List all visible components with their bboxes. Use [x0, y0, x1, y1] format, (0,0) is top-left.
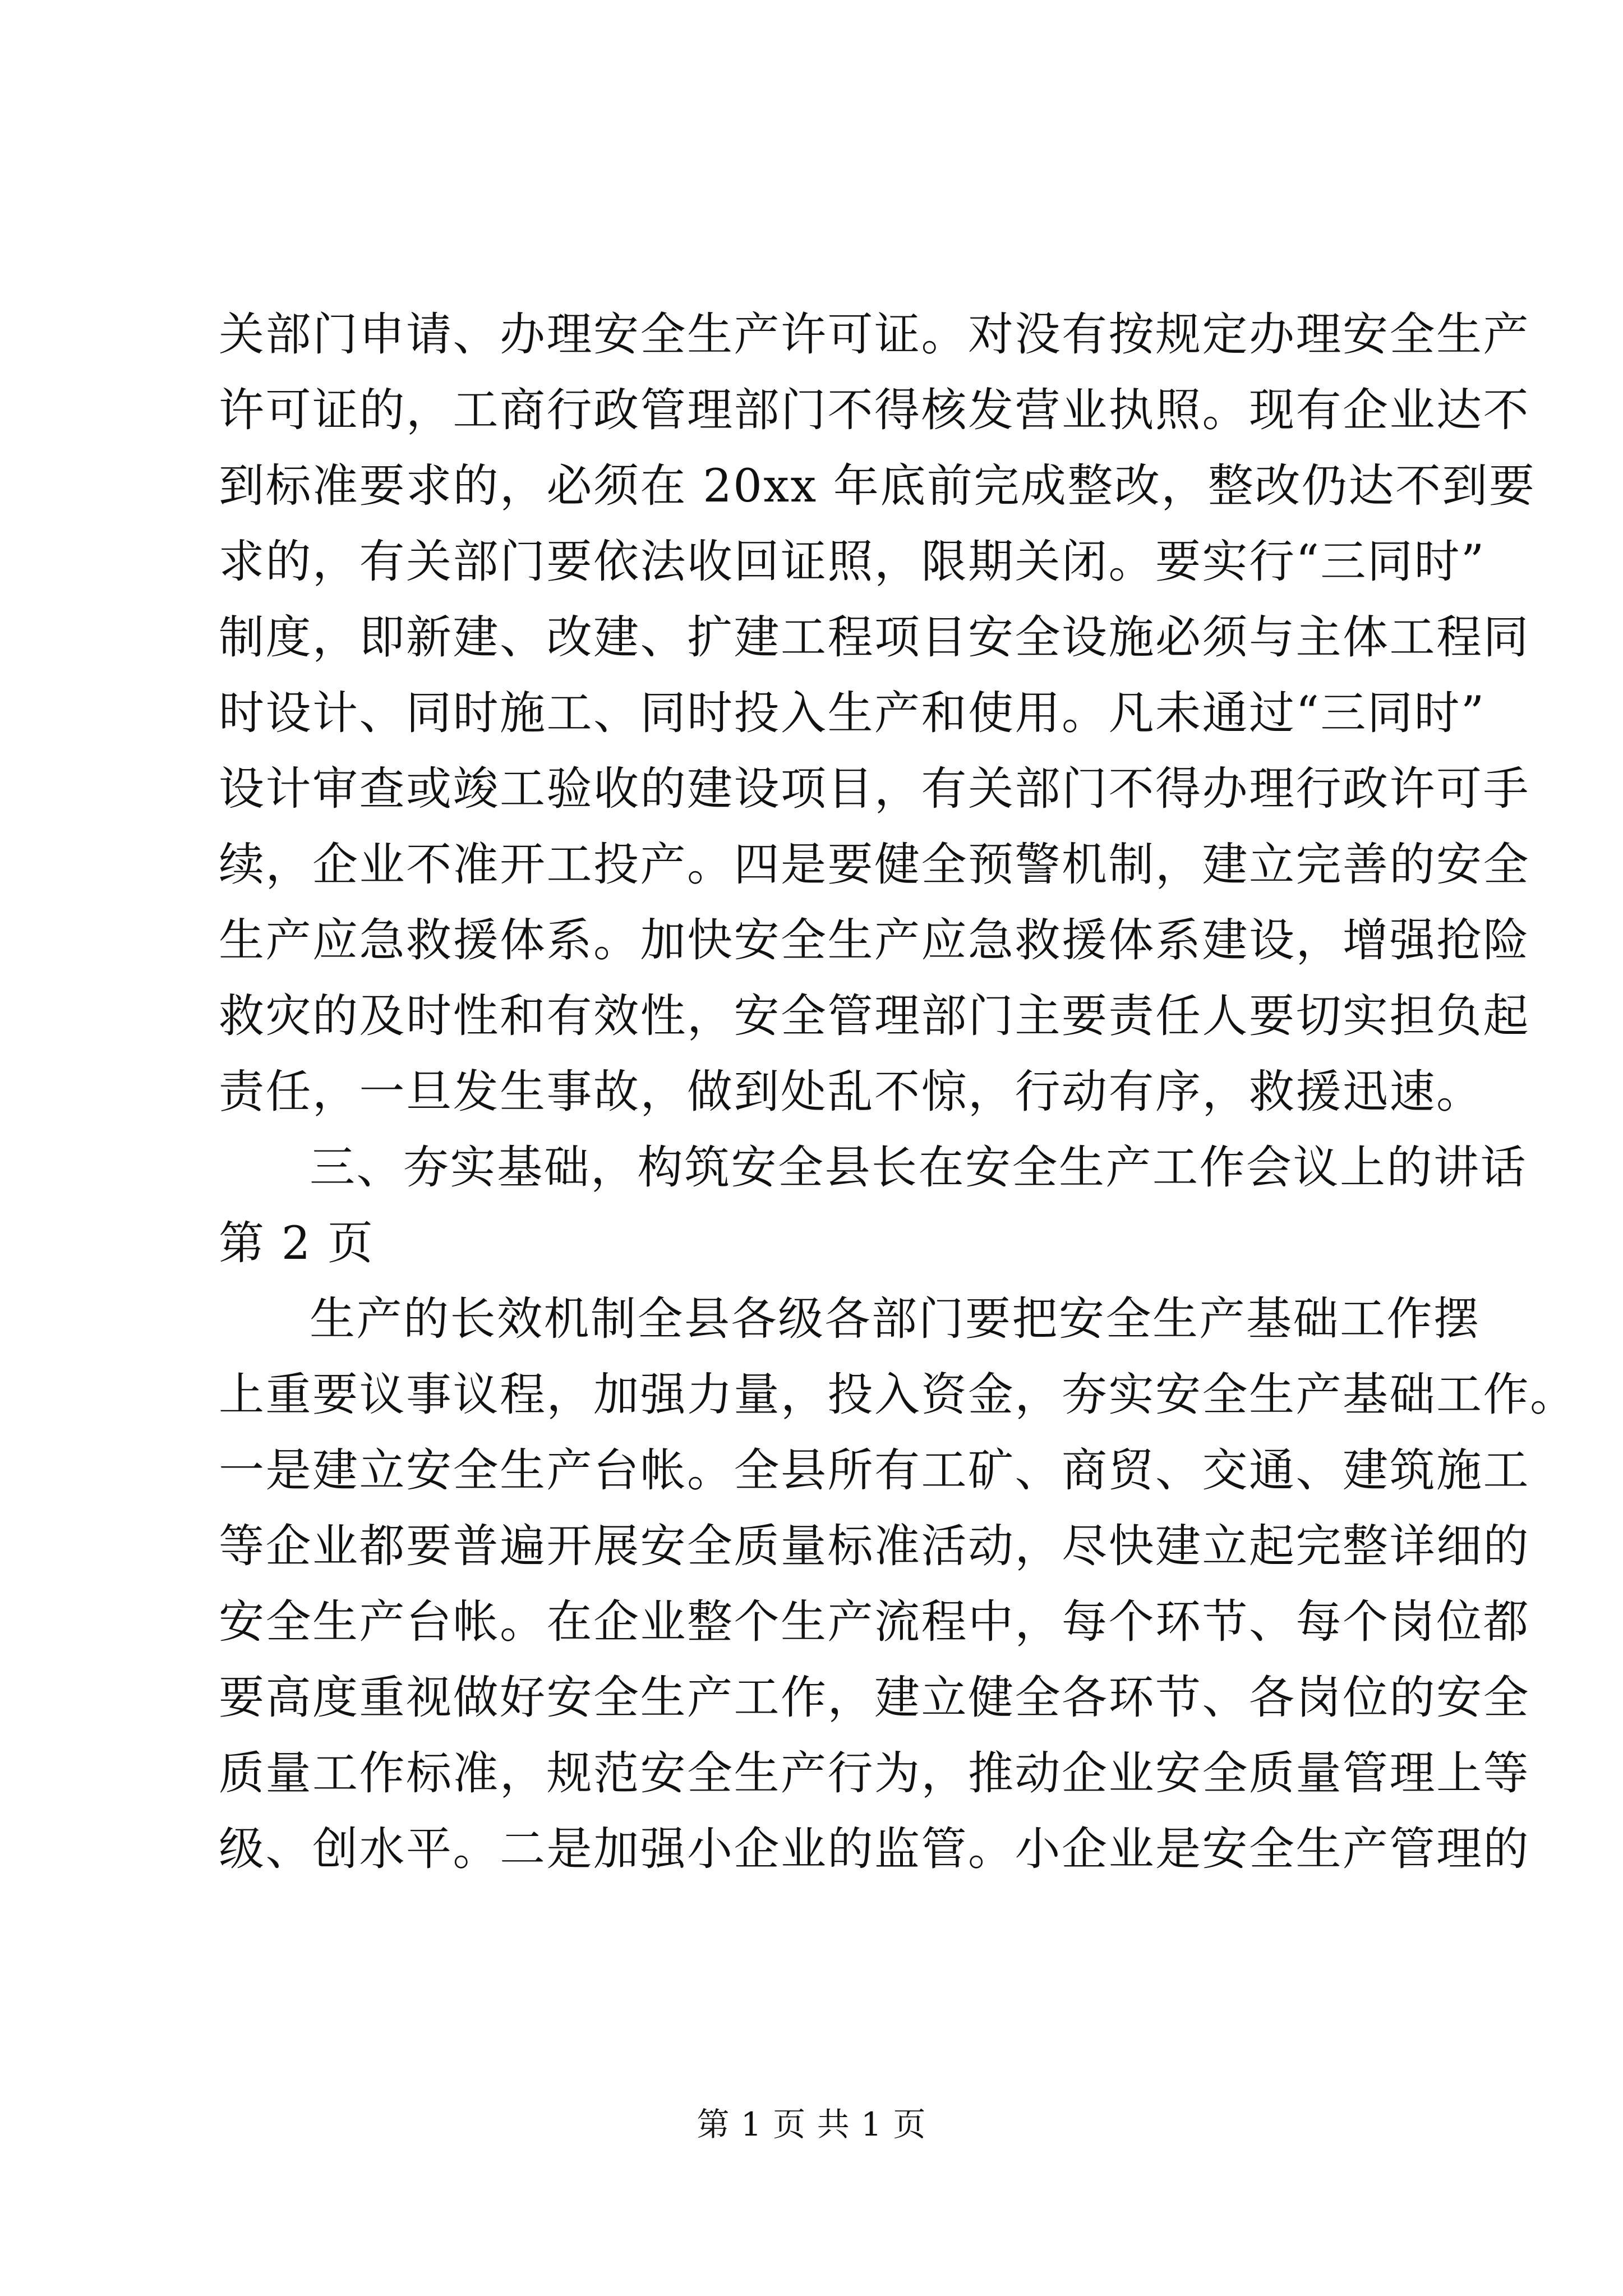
text-line: 一是建立安全生产台帐。全县所有工矿、商贸、交通、建筑施工 — [219, 1444, 1530, 1497]
text-line: 级、创水平。二是加强小企业的监管。小企业是安全生产管理的 — [219, 1823, 1530, 1876]
text-line: 续，企业不准开工投产。四是要健全预警机制，建立完善的安全 — [219, 839, 1530, 891]
text-line: 生产应急救援体系。加快安全生产应急救援体系建设，增强抢险 — [219, 914, 1530, 967]
text-line: 责任，一旦发生事故，做到处乱不惊，行动有序，救援迅速。 — [219, 1066, 1483, 1119]
text-line: 设计审查或竣工验收的建设项目，有关部门不得办理行政许可手 — [219, 763, 1530, 816]
text-line: 到标准要求的，必须在 20xx 年底前完成整改，整改仍达不到要 — [219, 460, 1536, 513]
text-line: 许可证的，工商行政管理部门不得核发营业执照。现有企业达不 — [219, 384, 1530, 437]
text-line: 上重要议事议程，加强力量，投入资金，夯实安全生产基础工作。 — [219, 1369, 1577, 1421]
text-line: 第 2 页 — [219, 1217, 375, 1270]
text-line: 关部门申请、办理安全生产许可证。对没有按规定办理安全生产 — [219, 309, 1530, 361]
text-line: 制度，即新建、改建、扩建工程项目安全设施必须与主体工程同 — [219, 611, 1530, 664]
document-body — [219, 297, 1577, 1888]
text-line: 时设计、同时施工、同时投入生产和使用。凡未通过“三同时” — [219, 687, 1486, 740]
text-line: 等企业都要普遍开展安全质量标准活动，尽快建立起完整详细的 — [219, 1520, 1530, 1573]
text-line: 安全生产台帐。在企业整个生产流程中，每个环节、每个岗位都 — [219, 1596, 1530, 1649]
page-footer: 第 1 页 共 1 页 — [697, 2105, 926, 2143]
text-line: 求的，有关部门要依法收回证照，限期关闭。要实行“三同时” — [219, 536, 1486, 588]
text-line: 质量工作标准，规范安全生产行为，推动企业安全质量管理上等 — [219, 1747, 1530, 1800]
text-line: 生产的长效机制全县各级各部门要把安全生产基础工作摆 — [310, 1293, 1481, 1346]
text-line: 救灾的及时性和有效性，安全管理部门主要责任人要切实担负起 — [219, 990, 1530, 1043]
text-line: 三、夯实基础，构筑安全县长在安全生产工作会议上的讲话 — [310, 1142, 1528, 1194]
text-line: 要高度重视做好安全生产工作，建立健全各环节、各岗位的安全 — [219, 1672, 1530, 1724]
